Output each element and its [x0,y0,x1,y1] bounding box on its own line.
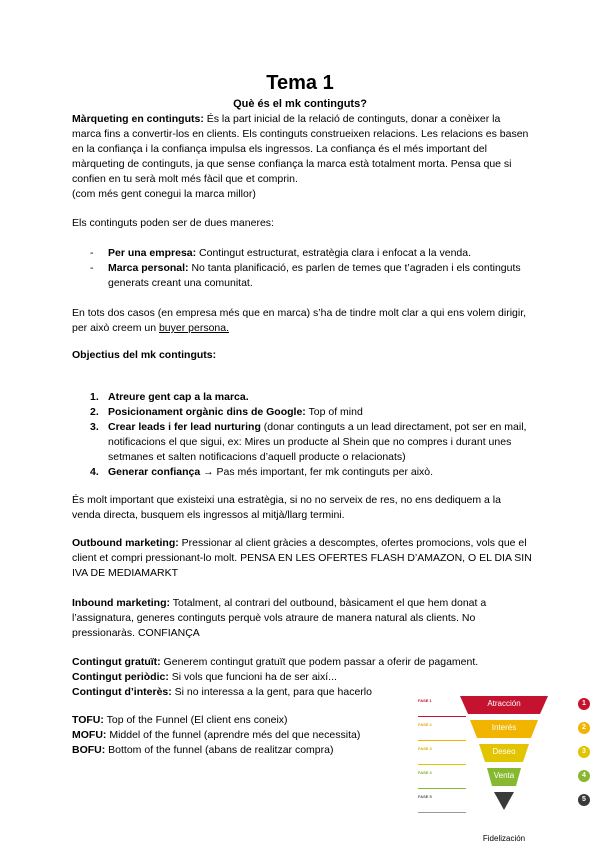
way-label: Per una empresa: [108,247,197,259]
way-text: No tanta planificació, es parlen de temes que t’agraden i els continguts generats creant una comunitat. [108,262,521,289]
funnel-terms [72,713,392,758]
stage-divider [418,788,466,789]
list-item [72,390,532,405]
intro-label: Màrqueting en continguts: [72,113,204,125]
funnel-band-5 [494,792,514,810]
marketing-funnel-diagram [388,688,600,848]
funnel-term-label: BOFU: [72,744,106,756]
item-number: 1. [90,391,99,403]
objectives-heading: Objectius del mk continguts: [72,349,217,361]
objectives-list [72,390,532,480]
content-type-label: Contingut d’interès: [72,686,172,698]
funnel-stage-label [418,770,464,775]
stage-step: FASE 2 [418,722,432,727]
stage-number-badge: 5 [578,794,590,806]
objective-text: Top of mind [305,406,363,418]
stage-number-badge: 4 [578,770,590,782]
funnel-term-label: MOFU: [72,729,107,741]
stage-step: FASE 4 [418,770,432,775]
funnel-stage-label [418,746,464,751]
page-title: Tema 1 [266,72,334,94]
way-text: Contingut estructurat, estratègia clara i enfocat a la venda. [196,247,472,259]
stage-step: FASE 3 [418,746,432,751]
content-type-text: Si vols que funcioni ha de ser així... [168,671,337,683]
funnel-stage-label [418,722,464,727]
objective-label: Posicionament orgànic dins de Google: [108,406,306,418]
inbound-label: Inbound marketing: [72,597,170,609]
funnel-svg [388,688,600,848]
inbound-paragraph [72,596,532,641]
list-item [72,261,532,291]
funnel-stage-name: Venta [493,771,515,780]
outbound-text: Pressionar al client gràcies a descomptes, ofertes promocions, vols que el client et compri pressionant-lo molt. PENSA EN LES OFERTES FLASH D’AMAZON, O EL DIA SIN IVA DE MEDIAMARKT [72,537,532,579]
list-item [72,246,532,261]
content-type-text: Generem contingut gratuït que podem passar a oferir de pagament. [160,656,479,668]
objective-label: Crear leads i fer lead nurturing [108,421,261,433]
outbound-label: Outbound marketing: [72,537,179,549]
buyer-persona-link[interactable]: buyer persona. [158,322,230,334]
stage-step: FASE 5 [418,794,432,799]
ways-list [72,246,532,291]
ways-intro: Els continguts poden ser de dues maneres: [72,217,274,229]
funnel-stage-name: Deseo [492,747,516,756]
funnel-stage-name: Fidelización [482,834,526,843]
funnel-stage-label [418,698,464,703]
strategy-paragraph: És molt important que existeixi una estratègia, si no no serveix de res, no ens dediquem a la venda directa, busquem els ingressos al mitjà/llarg termini. [72,494,501,521]
stage-divider [418,764,466,765]
funnel-stage-name: Interés [491,723,517,732]
stage-number-badge: 2 [578,722,590,734]
content-type-label: Contingut gratuït: [72,656,161,668]
objective-text: → Pas més important, fer mk continguts per això. [200,466,434,478]
content-type-label: Contingut periòdic: [72,671,169,683]
intro-note: (com més gent conegui la marca millor) [72,188,256,200]
objective-label: Atreure gent cap a la marca. [108,391,249,403]
funnel-term-text: Middel of the funnel (aprendre més del que necessita) [106,729,361,741]
stage-divider [418,716,466,717]
item-number: 2. [90,406,99,418]
stage-number-badge: 1 [578,698,590,710]
objectives-title [72,348,532,363]
item-number: 3. [90,421,99,433]
inbound-text: Totalment, al contrari del outbound, bàsicament el que hem donat a l’assignatura, generes continguts perquè vols atraure de manera natural als clients. No pressionaràs. CONFIANÇA [72,597,487,639]
buyer-text: En tots dos casos (en empresa més que en marca) s’ha de tindre molt clar a qui ens volem dirigir, per això creem un [72,307,527,334]
intro-text: És la part inicial de la relació de continguts, donar a conèixer la marca fins a convertir-los en clients. Els continguts construeixen relacions. Les relacions es basen en la confiança i la confiança impulsa els ingressos. La confiança és el més important del màrqueting de continguts, ja que sense confiança la marca està totalment morta. Pensa que si confien en tu serà molt més fàcil que et comprin. [72,113,529,185]
funnel-stage-label [418,794,464,799]
intro-paragraph [72,112,532,202]
stage-step: FASE 1 [418,698,432,703]
objective-text: (donar continguts a un lead directament, pot ser en mail, notificacions el que sigui, ex: Mires un producte al Shein que no compres i durant unes setmanes et salten notificacions d’aquell producte o relacionats) [108,421,527,463]
funnel-term-text: Bottom of the funnel (abans de realitzar compra) [105,744,334,756]
content-type-text: Si no interessa a la gent, para que hacerlo [171,686,372,698]
list-item [72,465,532,480]
funnel-term-label: TOFU: [72,714,104,726]
stage-number-badge: 3 [578,746,590,758]
stage-divider [418,812,466,813]
outbound-paragraph [72,536,532,581]
objective-label: Generar confiança [108,466,201,478]
list-item [72,405,532,420]
item-number: 4. [90,466,99,478]
way-label: Marca personal: [108,262,189,274]
stage-divider [418,740,466,741]
funnel-stage-name: Atracción [487,699,521,708]
list-item [72,420,532,465]
funnel-term-text: Top of the Funnel (El client ens coneix) [103,714,288,726]
page-subtitle: Què és el mk continguts? [233,98,367,110]
buyer-paragraph [72,306,532,336]
